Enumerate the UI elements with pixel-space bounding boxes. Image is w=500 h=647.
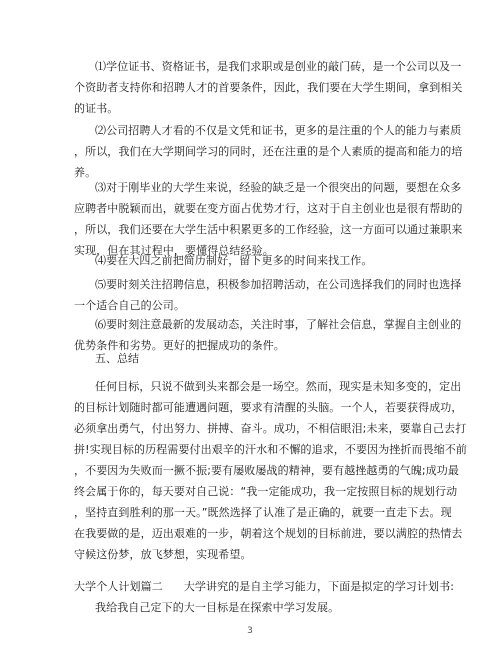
paragraph-line: 一个适合自己的公司。	[74, 299, 185, 312]
next-section-title: 大学个人计划篇二	[74, 580, 163, 593]
paragraph-line: 应聘者中脱颖而出，就要在变方面占优势才行，这对于自主创业也是很有帮助的	[74, 202, 463, 215]
page-number: 3	[247, 626, 253, 636]
paragraph-line: ，不要因为失败而一撅不振;要有屡败屡战的精神，要有越挫越勇的气魄;成功最	[74, 464, 460, 477]
paragraph-line: ⑸要时刻关注招聘信息，积极参加招聘活动，在公司选择我们的同时也选择	[95, 278, 462, 291]
paragraph-line: 实现，但在其过程中，要懂得总结经验。	[74, 244, 274, 257]
paragraph-certificates	[74, 56, 463, 119]
paragraph-line: 个资助者支持你和招聘人才的首要条件，因此，我们要在大学生期间，拿到相关	[74, 81, 463, 94]
paragraph-line: 守候这份梦，放飞梦想，实现希望。	[74, 548, 252, 561]
paragraph-line: ⑵公司招聘人才看的不仅是文凭和证书，更多的是注重的个人的能力与素质	[95, 124, 462, 137]
paragraph-line: ⑴学位证书、资格证书，是我们求职或是创业的敲门砖，是一个公司以及一	[95, 60, 462, 73]
paragraph-line: 终会属于你的，每天要对自己说：“我一定能成功，我一定按照目标的规划行动	[74, 485, 458, 498]
next-section-header	[74, 576, 455, 618]
next-section-first-line: 我给我自己定下的大一目标是在探索中学习发展。	[95, 601, 340, 614]
paragraph-line: 养。	[74, 166, 97, 179]
paragraph-line: 拼!实现目标的历程需要付出艰辛的汗水和不懈的追求，不要因为挫折而畏缩不前	[74, 443, 468, 456]
paragraph-line: 的证书。	[74, 102, 119, 115]
section-heading: 五、总结	[95, 352, 139, 365]
paragraph-line: 优势条件和劣势。更好的把握成功的条件。	[74, 339, 285, 352]
paragraph-line: ⑹要时刻注意最新的发展动态，关注时事，了解社会信息，掌握自主创业的	[95, 318, 462, 331]
paragraph-summary	[74, 376, 468, 565]
paragraph-line: 在我要做的是，迈出艰难的一步，朝着这个规划的目标前进，要以满腔的热情去	[74, 527, 463, 540]
paragraph-resume	[74, 250, 434, 271]
paragraph-line: ，所以，我们还要在大学生活中积累更多的工作经验，这一方面可以通过兼职来	[74, 223, 463, 236]
paragraph-recruitment	[74, 274, 462, 316]
next-section-intro: 大学讲究的是自主学习能力，下面是拟定的学习计划书:	[183, 580, 455, 593]
paragraph-ability	[74, 120, 463, 183]
paragraph-line: 的目标计划随时都可能遭遇问题，要求有清醒的头脑。一个人，若要获得成功，	[74, 401, 463, 414]
paragraph-line: ⑶对于刚毕业的大学生来说，经验的缺乏是一个很突出的问题，要想在众多	[95, 181, 462, 194]
paragraph-line: ⑷要在大四之前把简历制好，留下更多的时间来找工作。	[95, 254, 373, 267]
paragraph-line: ，所以，我们在大学期间学习的同时，还在注重的是个人素质的提高和能力的培	[74, 145, 463, 158]
paragraph-line: 任何目标，只说不做到头来都会是一场空。然而，现实是未知多变的，定出	[95, 380, 462, 393]
paragraph-line: ，坚持直到胜利的那一天。”既然选择了认准了是正确的，就要一直走下去。现	[74, 506, 452, 519]
paragraph-experience	[74, 177, 463, 261]
paragraph-line: 必须拿出勇气，付出努力、拼搏、奋斗。成功，不相信眼泪;未来，要靠自己去打	[74, 422, 467, 435]
